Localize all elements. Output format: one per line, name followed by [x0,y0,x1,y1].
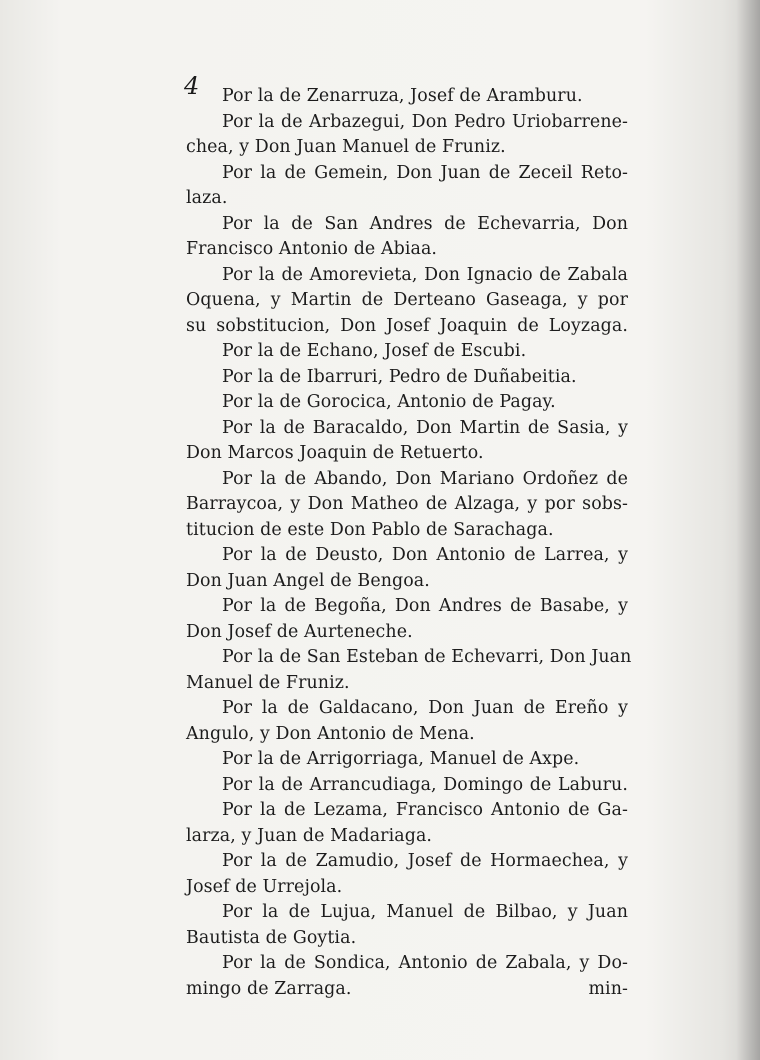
text-line: Bautista de Goytia. [186,927,357,948]
text-line: Por la de Ibarruri, Pedro de Duñabeitia. [222,366,577,387]
text-line: Barraycoa, y Don Matheo de Alzaga, y por sobs- [186,494,628,514]
text-line: chea, y Don Juan Manuel de Fruniz. [186,137,506,157]
page-number: 4 [184,72,200,100]
text-line: Por la de Lujua, Manuel de Bilbao, y Juan [222,902,628,922]
text-line: Por la de Sondica, Antonio de Zabala, y Do- [222,953,628,973]
text-line: Por la de Gemein, Don Juan de Zeceil Reto- [222,162,628,183]
text-line: Por la de Abando, Don Mariano Ordoñez de [222,468,628,489]
text-line [186,977,628,1003]
text-line: Por la de Zenarruza, Josef de Aramburu. [222,86,583,106]
text-line: Francisco Antonio de Abiaa. [186,239,438,259]
text-line: Por la de Deusto, Don Antonio de Larrea, y [222,545,628,565]
text-line: Oquena, y Martin de Derteano Gaseaga, y por [186,290,628,310]
text-line: Por la de Gorocica, Antonio de Pagay. [222,392,556,412]
text-line: Por la de Zamudio, Josef de Hormaechea, y [222,851,628,871]
text-line-content: mingo de Zarraga. [186,978,352,999]
binding-gutter-shadow [736,0,760,1060]
text-line: Angulo, y Don Antonio de Mena. [186,723,475,744]
text-line: larza, y Juan de Madariaga. [186,825,433,846]
text-line: Don Marcos Joaquin de Retuerto. [186,443,484,463]
text-line: Por la de Baracaldo, Don Martin de Sasia, y [222,417,628,438]
text-line: Por la de Amorevieta, Don Ignacio de Zabala [222,264,628,285]
text-line: su sobstitucion, Don Josef Joaquin de Loyzaga. [186,315,628,336]
text-line: Por la de Arrancudiaga, Domingo de Laburu. [222,774,628,795]
text-line: Por la de Galdacano, Don Juan de Ereño y [222,698,628,718]
text-line: laza. [186,188,228,208]
text-line: Por la de San Esteban de Echevarri, Don Juan [222,647,632,667]
text-line: Por la de Echano, Josef de Escubi. [222,341,527,361]
text-body [186,84,632,1002]
catchword: min- [588,978,628,999]
text-line: Por la de Arbazegui, Don Pedro Uriobarrene- [222,111,628,132]
text-line: titucion de este Don Pablo de Sarachaga. [186,519,554,540]
text-line: Por la de San Andres de Echevarria, Don [222,213,628,234]
text-line: Por la de Lezama, Francisco Antonio de Ga- [222,800,628,820]
text-line: Josef de Urrejola. [186,876,343,897]
text-line: Don Juan Angel de Bengoa. [186,570,430,591]
text-line: Don Josef de Aurteneche. [186,621,413,642]
text-line: Manuel de Fruniz. [186,672,350,693]
text-line: Por la de Begoña, Don Andres de Basabe, y [222,596,628,616]
text-line: Por la de Arrigorriaga, Manuel de Axpe. [222,749,580,769]
